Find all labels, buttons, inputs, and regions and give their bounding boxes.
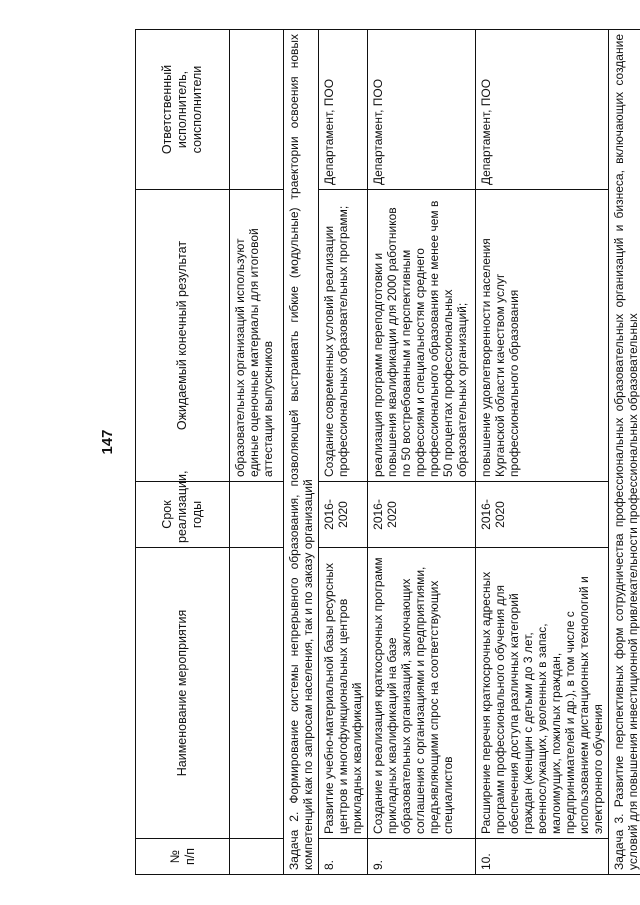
row-event: Развитие учебно-материальной базы ресурсных центров и многофункциональных центров прикладных квалификаций [319,548,368,839]
row-event: Создание и реализация краткосрочных программ прикладных квалификаций на базе образовательных организаций, заключающих соглашения с организациями и предприятиями, предъявляющими спрос на соответствующих специалистов [368,548,476,839]
row-num: 8. [319,839,368,875]
task-2-row [284,30,319,875]
row-period: 2016-2020 [476,482,609,548]
row-num: 10. [476,839,609,875]
row-period: 2016-2020 [319,482,368,548]
row-result: реализация программ переподготовки и повышения квалификации для 2000 работников по 50 востребованным и перспективным профессиям и специальностям среднего профессионального образования не менее чем в 50 процентах профессиональных образовательных организаций; [368,190,476,482]
rotated-page-content [135,30,640,875]
header-event: Наименование мероприятия [136,548,230,839]
header-period: Срок реализации, годы [136,482,230,548]
row-responsible: Департамент, ПОО [476,30,609,190]
header-result: Ожидаемый конечный результат [136,190,230,482]
row-result: повышение удовлетворенности населения Курганской области качеством услуг профессионального образования [476,190,609,482]
page-number: 147 [99,429,116,455]
row-period: 2016-2020 [368,482,476,548]
task-2-text: Задача 2. Формирование системы непрерывного образования, позволяющей выстраивать гибкие (модульные) траектории освоения новых компетенций как по запросам населения, так и по заказу организаций [284,30,319,875]
continued-responsible [230,30,284,190]
table-row [476,30,609,875]
row-num: 9. [368,839,476,875]
row-responsible: Департамент, ПОО [319,30,368,190]
continued-row [230,30,284,875]
continued-num [230,839,284,875]
row-responsible: Департамент, ПОО [368,30,476,190]
activities-table [135,29,640,875]
table-row [368,30,476,875]
continued-result: образовательных организаций используют единые оценочные материалы для итоговой аттестации выпускников [230,190,284,482]
task-3-row [609,30,640,875]
header-row [136,30,230,875]
continued-event [230,548,284,839]
header-responsible: Ответственный исполнитель, соисполнители [136,30,230,190]
row-result: Создание современных условий реализации профессиональных образовательных программ; [319,190,368,482]
header-num: № п/п [136,839,230,875]
row-event: Расширение перечня краткосрочных адресных программ профессионального обучения для обеспечения доступа различных категорий граждан (женщин с детьми до 3 лет, военнослужащих, уволенных в запас, малоимущих, пожилых граждан, предпринимателей и др.), в том числе с использованием дистанционных технологий и электронного обучения [476,548,609,839]
table-row [319,30,368,875]
task-3-text: Задача 3. Развитие перспективных форм сотрудничества профессиональных образовательных организаций и бизнеса, включающих создание условий для повышения инвестиционной привлекательности профессиональных образовательных [609,30,640,875]
continued-period [230,482,284,548]
